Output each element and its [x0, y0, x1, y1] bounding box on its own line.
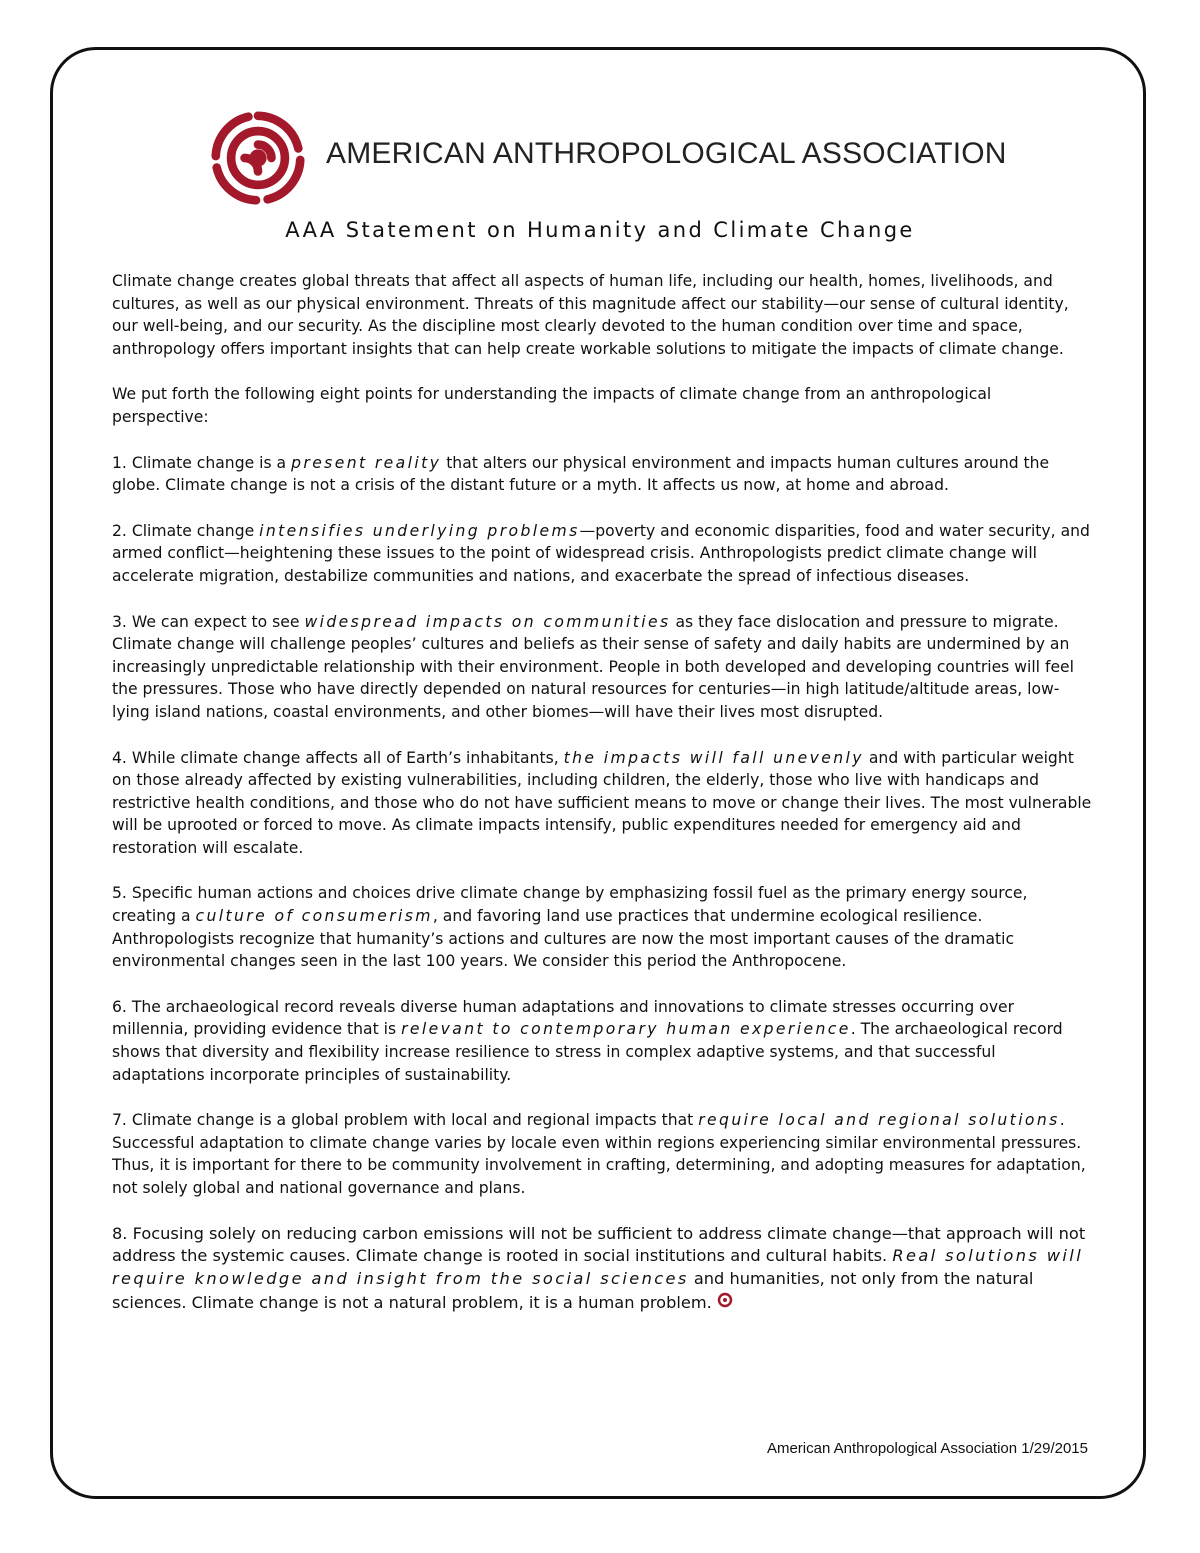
aaa-spiral-logo-icon [210, 110, 306, 206]
point-paragraph: 6. The archaeological record reveals diverse human adaptations and innovations to climate stresses occurring over millennia, providing evidence that is relevant to contemporary human experience. The archaeological record shows that diversity and flexibility increase resilience to stress in complex adaptive systems, and that successful adaptations incorporate principles of sustainability. [112, 997, 1063, 1084]
intro-paragraph: We put forth the following eight points for understanding the impacts of climate change from an anthropological perspective: [112, 385, 992, 426]
page-title: AAA Statement on Humanity and Climate Change [285, 218, 915, 242]
point-paragraph: 5. Specific human actions and choices drive climate change by emphasizing fossil fuel as the primary energy source, creating a culture of consumerism, and favoring land use practices that undermine ecological resilience. Anthropologists recognize that humanity’s actions and cultures are now the most important causes of the dramatic environmental changes seen in the last 100 years. We consider this period the Anthropocene. [112, 884, 1028, 971]
emphasis: the impacts will fall unevenly [563, 748, 864, 767]
point-paragraph: 8. Focusing solely on reducing carbon emissions will not be sufficient to address climate change—that approach will not address the systemic causes. Climate change is rooted in social institutions and cultural habits. Real solutions will require knowledge and insight from the social sciences and humanities, not only from the natural sciences. Climate change is not a natural problem, it is a human problem. [112, 1223, 1086, 1313]
emphasis: widespread impacts on communities [304, 612, 671, 631]
point-paragraph: 2. Climate change intensifies underlying problems—poverty and economic disparities, food and water security, and armed conflict—heightening these issues to the point of widespread crisis. Anthropologists predict climate change will accelerate migration, destabilize communities and nations, and exacerbate the spread of infectious diseases. [112, 521, 1090, 585]
emphasis: Real solutions will require knowledge and insight from the social sciences [112, 1246, 1084, 1288]
emphasis: present reality [291, 453, 442, 472]
point-paragraph: 1. Climate change is a present reality that alters our physical environment and impacts human cultures around the globe. Climate change is not a crisis of the distant future or a myth. It affects us now, at home and abroad. [112, 453, 1050, 495]
footer-credit: American Anthropological Association 1/29/2015 [766, 1440, 1088, 1457]
emphasis: require local and regional solutions [698, 1111, 1060, 1130]
emphasis: culture of consumerism [195, 907, 433, 926]
intro-paragraph: Climate change creates global threats that affect all aspects of human life, including our health, homes, livelihoods, and cultures, as well as our physical environment. Threats of this magnitude affect our stability—our sense of cultural identity, our well-being, and our security. As the discipline most clearly devoted to the human condition over time and space, anthropology offers important insights that can help create workable solutions to mitigate the impacts of climate change. [112, 272, 1069, 358]
logo [210, 108, 306, 208]
point-paragraph: 3. We can expect to see widespread impacts on communities as they face dislocation and pressure to migrate. Climate change will challenge peoples’ cultures and beliefs as their sense of safety and daily habits are undermined by an increasingly unpredictable relationship with their environment. People in both developed and developing countries will feel the pressures. Those who have directly depended on natural resources for centuries—in high latitude/altitude areas, low-lying island nations, coastal environments, and other biomes—will have their lives most disrupted. [112, 612, 1074, 721]
aaa-spiral-logo-icon [715, 1290, 735, 1310]
organization-name: AMERICAN ANTHROPOLOGICAL ASSOCIATION [326, 137, 1007, 170]
point-paragraph: 4. While climate change affects all of Earth’s inhabitants, the impacts will fall unevenly and with particular weight on those already affected by existing vulnerabilities, including children, the elderly, those who live with handicaps and restrictive health conditions, and those who do not have sufficient means to move or change their lives. The most vulnerable will be uprooted or forced to move. As climate impacts intensify, public expenditures needed for emergency aid and restoration will escalate. [112, 748, 1092, 857]
emphasis: relevant to contemporary human experience [401, 1020, 851, 1039]
emphasis: intensifies underlying problems [259, 521, 580, 540]
statement-body [112, 270, 1092, 1338]
point-paragraph: 7. Climate change is a global problem with local and regional impacts that require local and regional solutions. Successful adaptation to climate change varies by locale even within regions experiencing similar environmental pressures. Thus, it is important for there to be community involvement in crafting, determining, and adopting measures for adaptation, not solely global and national governance and plans. [112, 1111, 1086, 1197]
